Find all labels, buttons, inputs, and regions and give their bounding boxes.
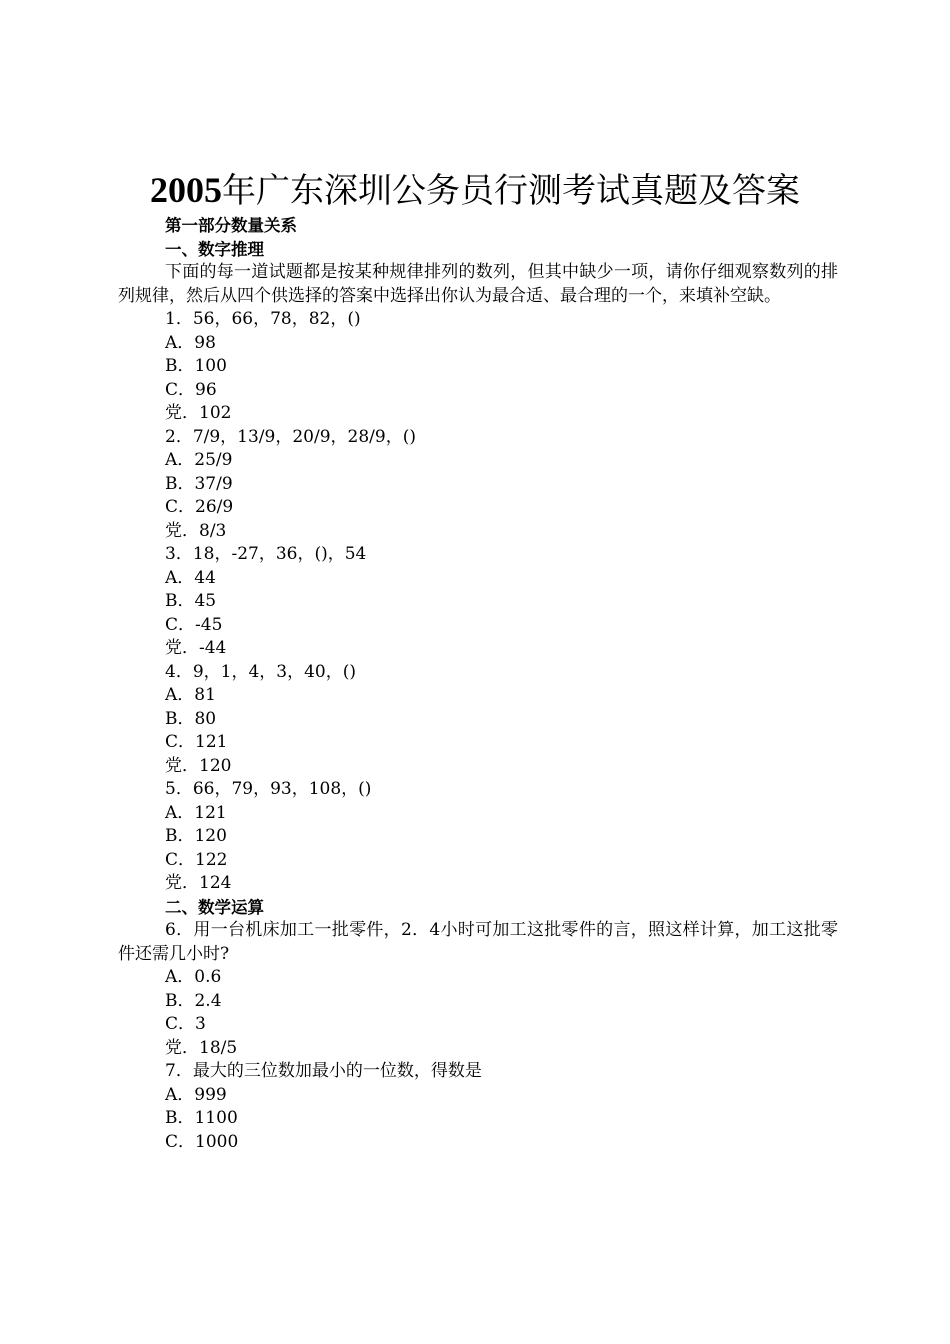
- list-item: 党．-44: [165, 638, 227, 658]
- list-item: A．98: [165, 332, 216, 353]
- list-item: C．96: [165, 379, 217, 400]
- list-item: 4．9，1，4，3，40，(): [165, 661, 356, 682]
- list-item: 1．56，66，78，82，(): [165, 309, 361, 329]
- list-item: B．100: [165, 356, 227, 376]
- list-item: A．0.6: [165, 967, 222, 987]
- list-item: A．25/9: [165, 450, 233, 470]
- list-item: B．2.4: [165, 990, 222, 1011]
- section2-list: [118, 966, 838, 1154]
- list-item: 党．102: [165, 403, 232, 423]
- list-item: 3．18，-27，36，()，54: [165, 544, 367, 564]
- list-item: B．120: [165, 826, 227, 846]
- list-item: B．45: [165, 591, 217, 611]
- section2-heading: 二、数学运算: [165, 897, 264, 917]
- section1-heading: 一、数字推理: [165, 239, 264, 259]
- list-item: C．122: [165, 849, 228, 870]
- list-item: A．81: [165, 685, 216, 705]
- list-item: C．3: [165, 1014, 206, 1034]
- list-item: 2．7/9，13/9，20/9，28/9，(): [165, 426, 416, 447]
- list-item: C．26/9: [165, 497, 234, 517]
- list-item: 党．18/5: [165, 1037, 238, 1058]
- section1-list: [118, 308, 838, 896]
- list-item: 党．120: [165, 755, 232, 776]
- list-item: C．-45: [165, 614, 223, 635]
- list-item: 党．8/3: [165, 520, 227, 541]
- list-item: A．44: [165, 567, 216, 588]
- question-6-text: 6．用一台机床加工一批零件，2．4小时可加工这批零件的言，照这样计算，加工这批零件还需几小时?: [118, 920, 838, 964]
- document-body: [118, 214, 838, 1154]
- document-title: [0, 168, 950, 213]
- list-item: B．80: [165, 708, 217, 729]
- title-text: 年广东深圳公务员行测考试真题及答案: [222, 171, 800, 211]
- list-item: C．1000: [165, 1131, 239, 1152]
- title-year: 2005: [150, 170, 222, 210]
- part-heading: 第一部分数量关系: [165, 216, 297, 235]
- list-item: B．37/9: [165, 473, 233, 494]
- list-item: C．121: [165, 732, 228, 752]
- list-item: A．121: [165, 802, 227, 823]
- list-item: 5．66，79，93，108，(): [165, 779, 372, 799]
- list-item: 党．124: [165, 873, 232, 893]
- intro-paragraph: 下面的每一道试题都是按某种规律排列的数列，但其中缺少一项，请你仔细观察数列的排列规律，然后从四个供选择的答案中选择出你认为最合适、最合理的一个，来填补空缺。: [118, 262, 838, 306]
- list-item: B．1100: [165, 1108, 238, 1128]
- list-item: A．999: [165, 1084, 227, 1105]
- list-item: 7．最大的三位数加最小的一位数，得数是: [165, 1061, 482, 1081]
